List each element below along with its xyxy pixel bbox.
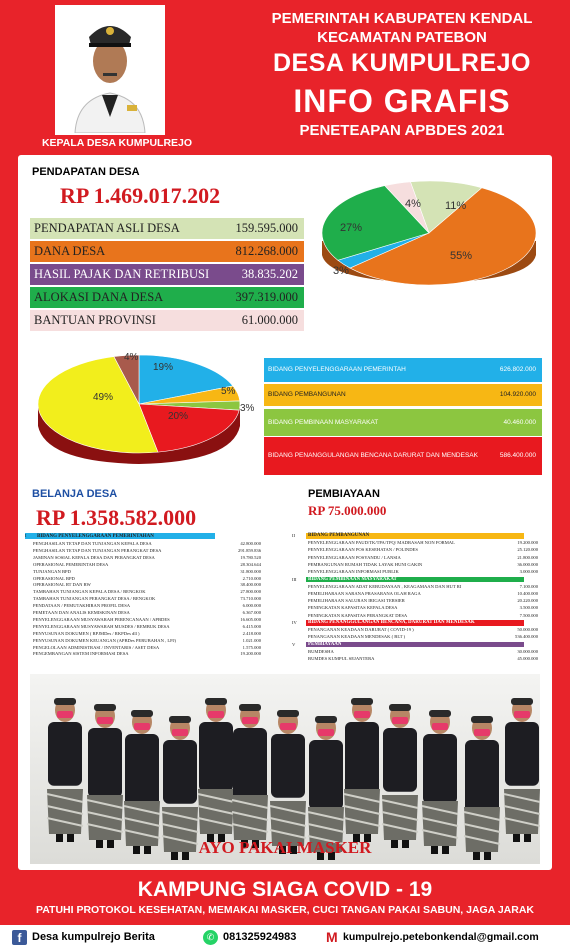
pembiayaan-item xyxy=(308,649,538,655)
pembiayaan-item-value: 3.500.000 xyxy=(519,605,538,611)
pembiayaan-item-label: PENYELENGGARAAN ADAT KEBUDAYAAN , KEAGAMAAN DAN HUT RI xyxy=(308,583,462,589)
kepala-desa-photo xyxy=(55,5,165,135)
contact-bar xyxy=(0,925,570,950)
header-line-5: PENETEAPAN APBDES 2021 xyxy=(299,122,505,139)
pembiayaan-item xyxy=(308,656,538,662)
bidang-bar xyxy=(264,409,542,436)
belanja-item-value: 6.000.000 xyxy=(242,603,261,609)
pendapatan-pie-label: 3% xyxy=(333,265,349,277)
belanja-item-value: 19.200.000 xyxy=(240,651,261,657)
bidang-bar-value: 40.460.000 xyxy=(503,419,536,426)
belanja-item-value: 19.780.520 xyxy=(240,554,261,560)
bidang-bar-label: BIDANG PEMBINAAN MASYARAKAT xyxy=(268,419,379,426)
email-link[interactable]: kumpulrejo.petebonkendal@gmail.com xyxy=(343,931,539,943)
section-number: II xyxy=(292,533,296,538)
belanja-item-value: 28.304.644 xyxy=(240,561,261,567)
belanja-item xyxy=(33,617,261,623)
pendapatan-value: 38.835.202 xyxy=(241,267,298,281)
belanja-item xyxy=(33,562,261,568)
pembiayaan-item xyxy=(308,605,538,611)
pembiayaan-item-value: 21.800.000 xyxy=(517,554,538,560)
bidang-bar-label: BIDANG PENANGGULANGAN BENCANA DARURAT DAN MENDESAK xyxy=(268,452,478,459)
person-figure xyxy=(504,698,540,842)
belanja-item-label: PENDATAAN / PEMUTAKHIRAN PROFIL DESA xyxy=(33,603,131,609)
belanja-item-label: TUNJANGAN BPD xyxy=(33,568,71,574)
pembiayaan-item-value: 536.400.000 xyxy=(515,634,538,640)
header-line-2: KECAMATAN PATEBON xyxy=(317,29,487,46)
pendapatan-label: ALOKASI DANA DESA xyxy=(34,290,164,304)
belanja-pie-label: 3% xyxy=(240,403,255,414)
belanja-item-value: 2.418.000 xyxy=(242,630,261,636)
pembiayaan-section-header xyxy=(292,642,524,648)
belanja-item-value: 6.415.000 xyxy=(242,623,261,629)
belanja-item xyxy=(33,548,261,554)
belanja-item-value: 31.800.000 xyxy=(240,568,261,574)
pembiayaan-item-label: BUMDES KUMPUL SEJANTERA xyxy=(308,655,375,661)
pembiayaan-item xyxy=(308,634,538,640)
belanja-item xyxy=(33,569,261,575)
pembiayaan-item xyxy=(308,569,538,575)
header-line-1: PEMERINTAH KABUPATEN KENDAL xyxy=(271,10,533,27)
pendapatan-label: BANTUAN PROVINSI xyxy=(34,313,156,327)
pembiayaan-section-header xyxy=(292,620,524,626)
pendapatan-label: HASIL PAJAK DAN RETRIBUSI xyxy=(34,267,210,281)
whatsapp-icon: ✆ xyxy=(203,930,218,945)
pendapatan-total: RP 1.469.017.202 xyxy=(60,183,221,208)
facebook-link[interactable]: Desa kumpulrejo Berita xyxy=(32,931,155,943)
belanja-section-header: I BIDANG PENYELENGGARAAN PEMERINTAHAN xyxy=(25,533,215,539)
pembiayaan-item xyxy=(308,547,538,553)
belanja-pie-label: 5% xyxy=(221,386,236,397)
belanja-item-label: PENGHASILAN TETAP DAN TUNJANGAN PERANGKAT DESA xyxy=(33,547,162,553)
pendapatan-pie-label: 55% xyxy=(450,250,473,262)
pendapatan-pie-label: 4% xyxy=(405,198,421,210)
belanja-item-value: 16.605.000 xyxy=(240,616,261,622)
bidang-bar-label: BIDANG PEMBANGUNAN xyxy=(268,391,346,398)
belanja-item-label: JAMINAN SOSIAL KEPALA DESA DAN PERANGKAT DESA xyxy=(33,554,155,560)
pendapatan-value: 159.595.000 xyxy=(235,221,298,235)
belanja-item xyxy=(33,603,261,609)
belanja-item-label: PENYUSUNAN DOKUMEN ( RPJMDes / RKPDes dll ) xyxy=(33,630,140,636)
photo-banner: AYO PAKAI MASKER xyxy=(198,838,372,857)
belanja-item xyxy=(33,589,261,595)
pendapatan-pie-label: 27% xyxy=(340,222,363,234)
group-photo xyxy=(30,674,540,864)
pembiayaan-item xyxy=(308,540,538,546)
pembiayaan-item-label: PENANGANAN KEADAAN DARURAT ( COVID-19 ) xyxy=(308,627,414,632)
pembiayaan-item-value: 7.500.000 xyxy=(519,612,538,618)
belanja-item-label: OPERASIONAL BPD xyxy=(33,575,75,581)
section-title: PEMBIAYAAN xyxy=(306,642,524,648)
pembiayaan-item xyxy=(308,613,538,619)
person-figure xyxy=(47,698,83,842)
pendapatan-value: 61.000.000 xyxy=(241,313,298,327)
belanja-pie-label: 20% xyxy=(168,411,189,422)
belanja-item-label: PENGEMBANGAN SISTEM INFORMASI DESA xyxy=(33,651,129,657)
belanja-item-label: TAMBAHAN TUNJANGAN PERANGKAT DESA / BENGKOK xyxy=(33,596,156,602)
person-figure xyxy=(382,704,418,848)
pembiayaan-section-header xyxy=(292,533,524,539)
pendapatan-row xyxy=(30,241,304,262)
pembiayaan-item-value: 30.000.000 xyxy=(517,648,538,654)
section-title: BIDANG PEMBANGUNAN xyxy=(306,533,524,539)
belanja-item-label: PEMETAAN DAN ANALIS KEMISKINAN DESA xyxy=(33,610,130,615)
pendapatan-value: 812.268.000 xyxy=(235,244,298,258)
pembiayaan-item xyxy=(308,598,538,604)
pembiayaan-item-label: PENYELENGGARAAN INFORMASI PUBLIK xyxy=(308,569,399,575)
pembiayaan-title: PEMBIAYAAN xyxy=(308,488,380,500)
pendapatan-title: PENDAPATAN DESA xyxy=(32,166,140,178)
pendapatan-row xyxy=(30,287,304,308)
bidang-bar-value: 626.802.000 xyxy=(499,366,536,373)
header-title: INFO GRAFIS xyxy=(293,83,511,119)
pendapatan-row xyxy=(30,264,304,285)
belanja-item-label: PENYELENGGARAAN MUSYAWARAH PERENCANAAN / APBDES xyxy=(33,616,170,622)
person-figure xyxy=(124,710,160,854)
belanja-item-label: TAMBAHAN TUNJANGAN KEPALA DESA / BENGKOK xyxy=(33,589,146,595)
belanja-item xyxy=(33,596,261,602)
pembiayaan-item-label: PEMELIHARAAN SALURAN IRIGASI TERSIER xyxy=(308,598,405,604)
belanja-pie-label: 19% xyxy=(153,362,174,373)
section-title: BIDANG PENANGGULANGAN BENCANA, DARURAT DAN MENDESAK xyxy=(306,620,524,626)
pembiayaan-item-value: 25.120.000 xyxy=(517,547,538,553)
pembiayaan-item-label: BUMDESHA xyxy=(308,648,334,654)
pembiayaan-total: RP 75.000.000 xyxy=(308,503,387,518)
pembiayaan-item-label: PENYELENGGARAAN PAUD/TK/TPA/TPQ/ MADRASAH NON FORMAL xyxy=(308,540,455,545)
belanja-pie-label: 49% xyxy=(93,392,114,403)
bidang-bar xyxy=(264,358,542,382)
pembiayaan-item-label: PENANGANAN KEADAAN MENDESAK ( BLT ) xyxy=(308,634,406,640)
belanja-item xyxy=(33,541,261,547)
belanja-item-label: PENGHASILAN TETAP DAN TUNJANGAN KEPALA DESA xyxy=(33,541,152,546)
pembiayaan-item-value: 10.400.000 xyxy=(517,590,538,596)
pembiayaan-item-label: PENYELENGGARAAN POSYANDU / LANSIA xyxy=(308,554,401,560)
person-figure xyxy=(87,704,123,848)
belanja-item xyxy=(33,582,261,588)
pembiayaan-item xyxy=(308,584,538,590)
belanja-item xyxy=(33,651,261,657)
pembiayaan-item-value: 50.000.000 xyxy=(517,627,538,632)
pendapatan-label: PENDAPATAN ASLI DESA xyxy=(34,221,180,235)
belanja-item-label: OPERASIONAL PEMERINTAH DESA xyxy=(33,561,109,567)
bidang-bar xyxy=(264,384,542,406)
pembiayaan-item-value: 7.100.000 xyxy=(519,583,538,589)
pendapatan-value: 397.319.000 xyxy=(235,290,298,304)
pembiayaan-item-label: PEMBANGUNAN RUMAH TIDAK LAYAK HUNI GAKIN xyxy=(308,561,423,567)
pembiayaan-item-label: PENYELENGGARAAN POS KESEHATAN / POLINDES xyxy=(308,547,418,553)
whatsapp-number[interactable]: 081325924983 xyxy=(223,931,297,943)
belanja-item-label: OPERASIONAL RT DAN RW xyxy=(33,582,91,588)
pembiayaan-item-value: 36.000.000 xyxy=(517,561,538,567)
belanja-item-value: 1.021.000 xyxy=(242,637,261,643)
person-figure xyxy=(422,710,458,854)
pembiayaan-item-label: PEMELIHARAAN SARANA PRASARANA OLAH RAGA xyxy=(308,590,421,596)
photo-caption: KEPALA DESA KUMPULREJO xyxy=(41,137,193,149)
pembiayaan-section-header xyxy=(292,577,524,583)
belanja-item xyxy=(33,638,261,644)
pembiayaan-item xyxy=(308,591,538,597)
pembiayaan-item xyxy=(308,627,538,633)
pendapatan-label: DANA DESA xyxy=(34,244,106,258)
footer-title: KAMPUNG SIAGA COVID - 19 xyxy=(137,878,433,901)
pembiayaan-item-value: 3.000.000 xyxy=(519,569,538,575)
belanja-item xyxy=(33,624,261,630)
pembiayaan-item-label: PENINGKATAN KAPASITAS KEPALA DESA xyxy=(308,605,398,611)
pendapatan-row xyxy=(30,310,304,331)
facebook-icon: f xyxy=(12,930,27,945)
section-number: V xyxy=(292,641,296,647)
belanja-item-value: 6.367.000 xyxy=(242,610,261,615)
email-icon: M xyxy=(326,929,338,945)
footer-subtitle: PATUHI PROTOKOL KESEHATAN, MEMAKAI MASKER, CUCI TANGAN PAKAI SABUN, JAGA JARAK xyxy=(36,904,534,916)
belanja-item xyxy=(33,576,261,582)
belanja-item-label: PENGELOLAAN ADMINISTRASI / INVENTARIS / ASET DESA xyxy=(33,644,160,650)
belanja-item-value: 42.800.000 xyxy=(240,541,261,546)
belanja-item-value: 27.800.000 xyxy=(240,589,261,595)
pembiayaan-item-value: 20.220.000 xyxy=(517,598,538,604)
bidang-bar-value: 104.920.000 xyxy=(499,391,536,398)
belanja-item xyxy=(33,555,261,561)
pembiayaan-item xyxy=(308,555,538,561)
bidang-bar-label: BIDANG PENYELENGGARAAN PEMERINTAH xyxy=(268,366,406,373)
section-title: BIDANG PEMBINAAN MASYARAKAT xyxy=(306,577,524,583)
belanja-item-label: PENYELENGGARAAN MUSYAWARAH MUSDES / REMBUK DESA xyxy=(33,623,170,629)
belanja-item-value: 291.859.836 xyxy=(238,547,261,553)
bidang-bar-value: 586.400.000 xyxy=(499,452,536,459)
belanja-pie-label: 4% xyxy=(124,352,139,363)
belanja-title: BELANJA DESA xyxy=(32,488,118,500)
section-number: III xyxy=(292,576,297,582)
pembiayaan-item-label: PENINGKATAN KAPASITAS PERANGKAT DESA xyxy=(308,612,408,618)
pembiayaan-item-value: 19.200.000 xyxy=(517,540,538,545)
belanja-item xyxy=(33,645,261,651)
belanja-item-value: 2.710.000 xyxy=(242,575,261,581)
belanja-item-value: 38.400.000 xyxy=(240,582,261,588)
bidang-bar xyxy=(264,437,542,475)
pendapatan-pie-label: 11% xyxy=(445,200,467,212)
pembiayaan-item xyxy=(308,562,538,568)
pendapatan-row xyxy=(30,218,304,239)
belanja-item-value: 1.575.000 xyxy=(242,644,261,650)
person-figure xyxy=(198,698,234,842)
person-figure xyxy=(232,704,268,848)
belanja-item xyxy=(33,631,261,637)
belanja-pie xyxy=(34,350,244,475)
person-figure xyxy=(270,710,306,854)
header-line-3: DESA KUMPULREJO xyxy=(273,49,531,77)
belanja-item-label: PENYUSUNAN DOKUMEN KEUANGAN (APBDes PERUBAHAN , LPJ) xyxy=(33,637,177,643)
section-number: IV xyxy=(292,620,297,625)
belanja-item xyxy=(33,610,261,616)
belanja-item-value: 73.710.000 xyxy=(240,596,261,602)
belanja-total: RP 1.358.582.000 xyxy=(36,505,197,530)
person-figure xyxy=(344,698,380,842)
pembiayaan-item-value: 45.000.000 xyxy=(517,655,538,661)
